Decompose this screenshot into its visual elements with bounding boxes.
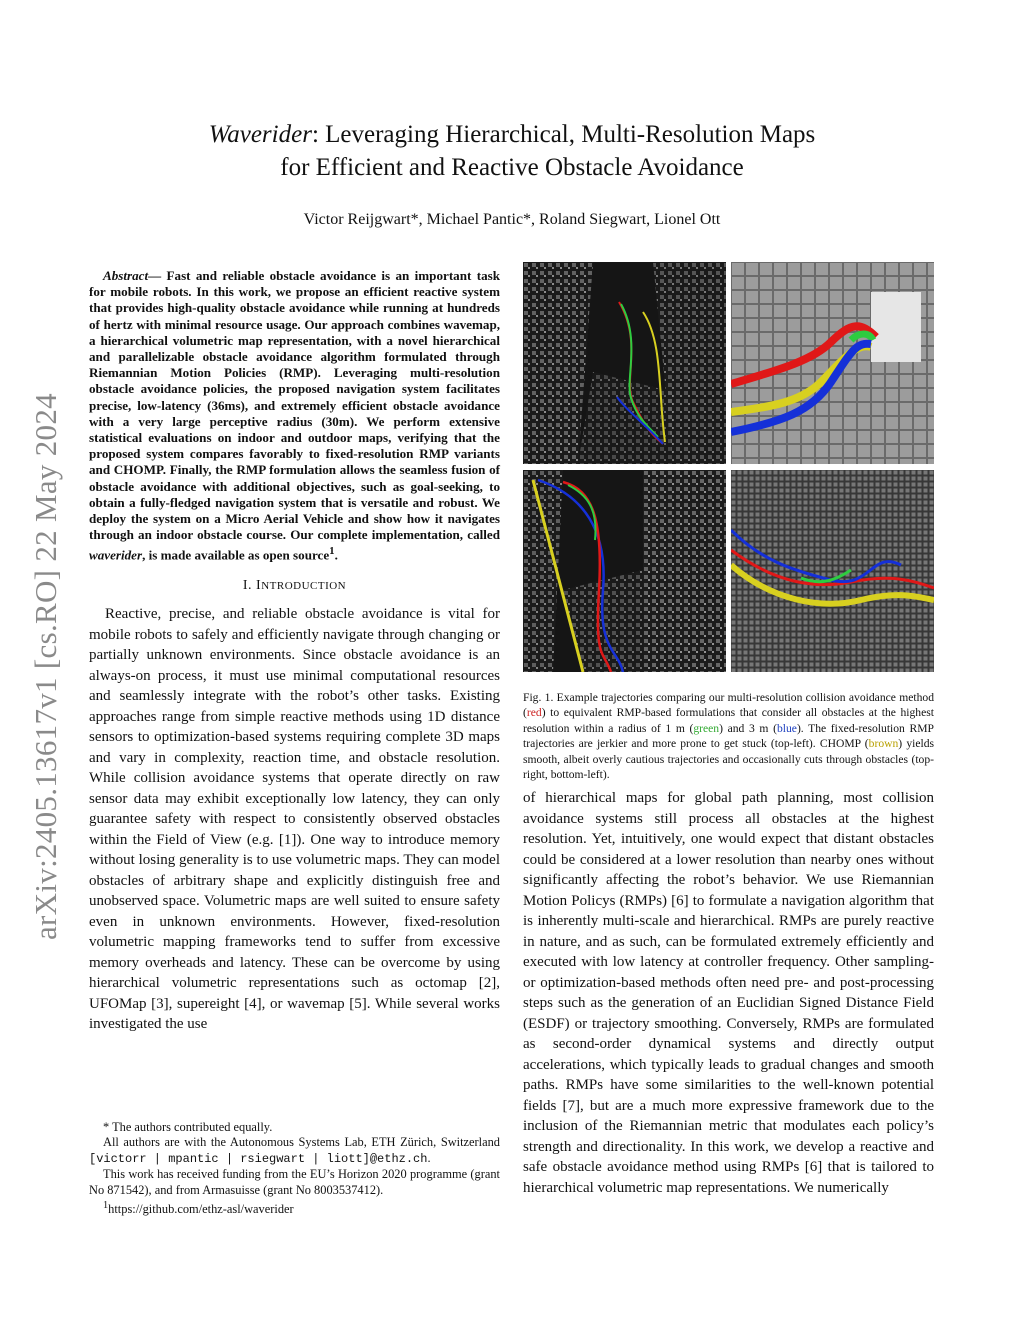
caption-brown: brown (868, 737, 899, 751)
figure-1 (523, 262, 934, 680)
abstract-system-name: waverider (89, 547, 143, 563)
title-italic: Waverider (208, 121, 312, 148)
author-list: Victor Reijgwart*, Michael Pantic*, Roland Siegwart, Lionel Ott (303, 211, 721, 228)
right-column (523, 788, 934, 1198)
caption-part3: ) and 3 m ( (719, 721, 777, 735)
abstract-text: Fast and reliable obstacle avoidance is an important task for mobile robots. In this work, we propose an efficient reactive system that provides high-quality obstacle avoidance while running at hundreds of hertz with minimal resource usage. Our approach combines wavemap, a hierarchical volumetric map representation, with a novel hierarchical and parallelizable obstacle avoidance algorithm formulated through Riemannian Motion Policies (RMP). Leveraging multi-resolution obstacle avoidance policies, the proposed navigation system facilitates precise, low-latency (36ms), and extremely efficient obstacle avoidance with a very large perceptive radius (30m). We perform extensive statistical evaluations on indoor and outdoor maps, verifying that the proposed system compares favorably to fixed-resolution RMP variants and CHOMP. Finally, the RMP formulation allows the seamless fusion of obstacle avoidance with additional objectives, such as goal-seeking, to obtain a fully-fledged navigation system that is versatile and robust. We deploy the system on a Micro Aerial Vehicle and show how it navigates through an indoor obstacle course. Our complete implementation, called (89, 268, 500, 543)
footnote-affiliation (89, 1135, 500, 1167)
section-heading-introduction (89, 578, 500, 594)
abstract-lead: Abstract— (103, 268, 162, 283)
footnotes (89, 1120, 500, 1218)
paper-title (120, 118, 904, 184)
title-line2: for Efficient and Reactive Obstacle Avoidance (280, 154, 744, 181)
caption-part2: ) to equivalent RMP-based formulations that consider all obstacles at the highest resolution within a radius of 1 m ( (523, 706, 934, 735)
abstract-end: . (334, 547, 338, 563)
caption-red: red (526, 706, 542, 720)
caption-part1: Example trajectories comparing our multi-resolution collision avoidance method ( (523, 691, 934, 720)
figure-panel-top-left (523, 262, 726, 464)
title-line1: : Leveraging Hierarchical, Multi-Resolution Maps (311, 121, 816, 148)
repository-url[interactable]: https://github.com/ethz-asl/waverider (108, 1202, 294, 1217)
figure-panel-bottom-left (523, 470, 726, 672)
affiliation-text: All authors are with the Autonomous Systems Lab, ETH Zürich, Switzerland (103, 1135, 500, 1150)
footnote-equal-contribution: * The authors contributed equally. (103, 1120, 273, 1134)
figure-panel-bottom-right (731, 470, 934, 672)
footnote-url-mark: 1 (103, 1200, 109, 1212)
caption-part4: ). The fixed-resolution RMP trajectories are jerkier and more prone to get stuck (top-left). CHOMP ( (523, 721, 934, 751)
emails-end: . (427, 1150, 431, 1165)
abstract (89, 268, 500, 564)
author-emails: [victorr | mpantic | rsiegwart | liott]@ethz.ch (89, 1151, 428, 1166)
caption-blue: blue (776, 721, 797, 735)
left-column (89, 268, 500, 1035)
arxiv-identifier: arXiv:2405.13617v1 [cs.RO] 22 May 2024 (28, 393, 63, 940)
section-numeral: I. (242, 578, 257, 594)
caption-text (523, 690, 934, 782)
footnote-funding: This work has received funding from the EU’s Horizon 2020 programme (grant No 871542), and from Armasuisse (grant No 8003537412). (89, 1167, 500, 1197)
abstract-tail: , is made available as open source (142, 547, 330, 563)
intro-paragraph-right: of hierarchical maps for global path planning, most collision avoidance systems still process all obstacles at the highest resolution. Yet, intuitively, one would expect that distant obstacles could be considered at a lower resolution than nearby ones without significantly affecting the robot’s behavior. We use Riemannian Motion Policys (RMPs) [6] to formulate a navigation algorithm that is inherently multi-scale and hierarchical. RMPs are purely reactive in nature, and as such, can be formulated extremely efficiently and executed with low latency at controller frequency. Other sampling- or optimization-based methods often need pre- and post-processing steps such as the generation of an Euclidian Signed Distance Field (ESDF) or trajectory smoothing. Conversely, RMPs are formulated as second-order dynamical systems and directly output accelerations, which typically leads to gradual changes and smooth paths. RMPs have some similarities to the well-known potential fields [7], but are a much more expressive framework due to the inclusion of the Riemannian metric that modulates each policy’s strength and directionality. In this work, we develop a reactive and safe obstacle avoidance method using RMPs [6] that is tailored to hierarchical volumetric map representations. We numerically (523, 790, 934, 1196)
abstract-footnote-mark: 1 (329, 545, 335, 558)
footnote-url (89, 1198, 500, 1218)
caption-part5: ) yields smooth, albeit overly cautious trajectories and occasionally cuts through obstacles (top-right, bottom-left). (523, 737, 935, 782)
figure-caption (523, 690, 934, 782)
intro-paragraph-left: Reactive, precise, and reliable obstacle avoidance is vital for mobile robots to safely and efficiently navigate through changing or partially unknown environments. Since obstacle avoidance is an always-on process, it must use minimal computational resources and seamlessly integrate with the robot’s other tasks. Existing approaches range from simple reactive methods using 1D distance sensors to optimization-based systems requiring complete 3D maps and vary in complexity, reaction time, and obstacle resolution. While collision avoidance systems that operate directly on raw sensor data may exhibit exceptionally low latency, they can only guarantee safety with respect to consistently observed obstacles within the Field of View (e.g. [1]). One way to introduce memory without losing generality is to use volumetric maps. They can model obstacles of arbitrary shape and explicitly distinguish free and unobserved space. Volumetric maps are well suited to ensure safety even in unknown environments. However, fixed-resolution volumetric mapping frameworks tend to suffer from excessive memory overheads and latency. These can be overcome by using hierarchical volumetric representations such as octomap [2], UFOMap [3], supereight [4], or wavemap [5]. While several works investigated the use (89, 606, 500, 1033)
figure-panel-top-right (731, 262, 934, 464)
caption-green: green (693, 721, 720, 735)
caption-label: Fig. 1. (523, 691, 554, 704)
section-first-letter: I (256, 578, 262, 594)
section-rest: NTRODUCTION (261, 580, 347, 593)
